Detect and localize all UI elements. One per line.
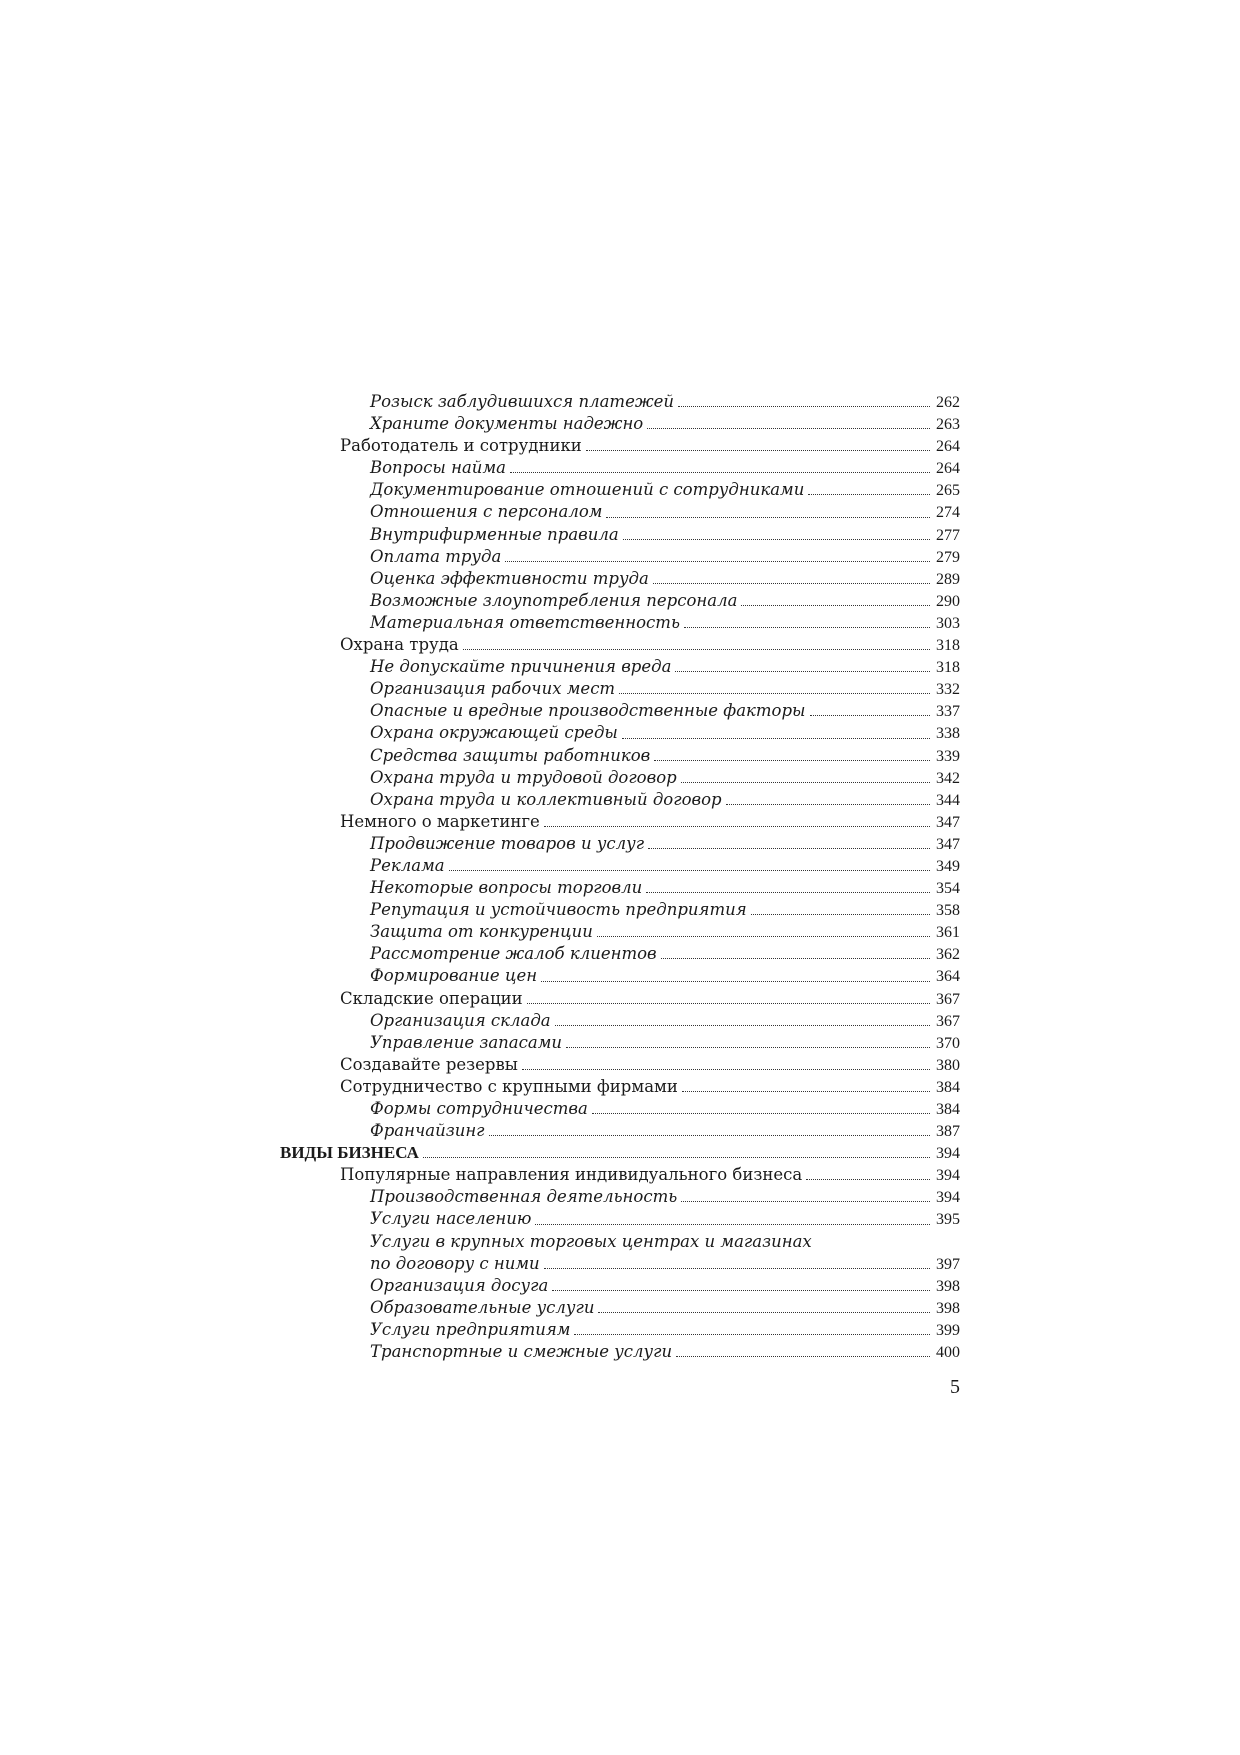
- toc-entry-title: Складские операции: [340, 988, 523, 1008]
- toc-entry-title: Организация рабочих мест: [370, 679, 616, 699]
- toc-subsection[interactable]: [280, 899, 960, 921]
- toc-entry-page: 394: [936, 1189, 960, 1207]
- toc-entry-page: 339: [936, 747, 960, 765]
- toc-subsection[interactable]: [280, 1010, 960, 1032]
- dot-leader: [606, 516, 930, 518]
- toc-entry-page: 347: [936, 813, 960, 831]
- dot-leader: [810, 714, 931, 716]
- toc-entry-page: 318: [936, 659, 960, 677]
- toc-entry-title: по договору с ними: [370, 1253, 540, 1273]
- toc-entry-title: ВИДЫ БИЗНЕСА: [280, 1143, 419, 1163]
- toc-entry-title: Материальная ответственность: [370, 612, 680, 632]
- toc-entry-page: 354: [936, 880, 960, 898]
- toc-subsection[interactable]: [280, 921, 960, 943]
- dot-leader: [586, 449, 930, 451]
- toc-entry-page: 370: [936, 1034, 960, 1052]
- toc-subsection[interactable]: [280, 479, 960, 501]
- table-of-contents: [280, 391, 960, 1363]
- toc-entry-title: Франчайзинг: [370, 1121, 485, 1141]
- toc-section[interactable]: [280, 988, 960, 1010]
- toc-entry-title: Услуги в крупных торговых центрах и магазинах: [370, 1231, 812, 1251]
- toc-entry-title: Услуги предприятиям: [370, 1319, 571, 1339]
- toc-entry-page: 318: [936, 637, 960, 655]
- toc-section[interactable]: [280, 1164, 960, 1186]
- toc-subsection[interactable]: [280, 413, 960, 435]
- toc-entry-page: 397: [936, 1255, 960, 1273]
- toc-entry-title: Сотрудничество с крупными фирмами: [340, 1076, 678, 1096]
- dot-leader: [544, 1267, 930, 1269]
- toc-entry-title: Организация склада: [370, 1010, 551, 1030]
- toc-entry-page: 400: [936, 1344, 960, 1362]
- dot-leader: [535, 1223, 930, 1225]
- dot-leader: [566, 1046, 930, 1048]
- toc-subsection[interactable]: [280, 855, 960, 877]
- dot-leader: [574, 1333, 930, 1335]
- toc-entry-title: Возможные злоупотребления персонала: [370, 590, 738, 610]
- toc-entry-title: Репутация и устойчивость предприятия: [370, 900, 747, 920]
- toc-entry-title: Документирование отношений с сотрудниками: [370, 480, 805, 500]
- toc-entry-page: 262: [936, 394, 960, 411]
- toc-subsection[interactable]: [280, 877, 960, 899]
- toc-subsection[interactable]: [280, 965, 960, 987]
- dot-leader: [597, 935, 930, 937]
- toc-entry-title: Немного о маркетинге: [340, 811, 540, 831]
- toc-entry-title: Охрана труда: [340, 635, 459, 655]
- toc-subsection[interactable]: [280, 656, 960, 678]
- toc-subsection[interactable]: [280, 1032, 960, 1054]
- toc-section[interactable]: [280, 1054, 960, 1076]
- toc-entry-page: 394: [936, 1145, 960, 1163]
- dot-leader: [675, 670, 930, 672]
- toc-entry-title: Храните документы надежно: [370, 414, 644, 434]
- toc-entry-title: Образовательные услуги: [370, 1297, 595, 1317]
- toc-entry-page: 264: [936, 460, 960, 478]
- toc-entry-page: 290: [936, 592, 960, 610]
- toc-entry-page: 289: [936, 570, 960, 588]
- dot-leader: [678, 405, 930, 407]
- toc-part[interactable]: [280, 1142, 960, 1164]
- toc-subsection[interactable]: [280, 546, 960, 568]
- dot-leader: [463, 648, 930, 650]
- toc-entry-page: 337: [936, 703, 960, 721]
- dot-leader: [653, 582, 930, 584]
- toc-entry-page: 263: [936, 416, 960, 434]
- toc-entry-title: Розыск заблудившихся платежей: [370, 392, 674, 411]
- toc-subsection[interactable]: [280, 457, 960, 479]
- toc-entry-title: Вопросы найма: [370, 458, 506, 478]
- toc-entry-title: Продвижение товаров и услуг: [370, 833, 645, 853]
- dot-leader: [555, 1024, 930, 1026]
- dot-leader: [676, 1355, 930, 1357]
- toc-subsection[interactable]: [280, 568, 960, 590]
- toc-entry-title: Охрана труда и трудовой договор: [370, 767, 677, 787]
- toc-entry-page: 361: [936, 924, 960, 942]
- toc-subsection[interactable]: [280, 943, 960, 965]
- dot-leader: [489, 1134, 930, 1136]
- dot-leader: [544, 825, 930, 827]
- dot-leader: [806, 1178, 930, 1180]
- dot-leader: [623, 538, 930, 540]
- dot-leader: [661, 957, 930, 959]
- toc-subsection[interactable]: [280, 1319, 960, 1341]
- toc-entry-page: 303: [936, 614, 960, 632]
- dot-leader: [726, 803, 930, 805]
- dot-leader: [505, 560, 930, 562]
- dot-leader: [751, 913, 930, 915]
- toc-entry-title: Рассмотрение жалоб клиентов: [370, 944, 657, 964]
- toc-entry-title: Создавайте резервы: [340, 1054, 518, 1074]
- toc-entry-page: 358: [936, 902, 960, 920]
- toc-entry-page: 362: [936, 946, 960, 964]
- toc-section[interactable]: [280, 634, 960, 656]
- toc-entry-title: Услуги населению: [370, 1209, 532, 1229]
- dot-leader: [598, 1311, 930, 1313]
- toc-entry-page: 367: [936, 1012, 960, 1030]
- toc-entry-page: 332: [936, 681, 960, 699]
- toc-entry-title: Работодатель и сотрудники: [340, 436, 582, 456]
- toc-entry-page: 347: [936, 835, 960, 853]
- dot-leader: [423, 1156, 930, 1158]
- toc-subsection[interactable]: [280, 1120, 960, 1142]
- toc-entry-page: 344: [936, 791, 960, 809]
- dot-leader: [522, 1068, 930, 1070]
- dot-leader: [552, 1289, 930, 1291]
- toc-entry-page: 394: [936, 1167, 960, 1185]
- toc-subsection[interactable]: [280, 1186, 960, 1208]
- dot-leader: [619, 692, 930, 694]
- toc-entry-page: 279: [936, 548, 960, 566]
- toc-subsection[interactable]: [280, 1231, 960, 1253]
- toc-entry-title: Производственная деятельность: [370, 1187, 678, 1207]
- toc-section[interactable]: [280, 811, 960, 833]
- toc-entry-page: 277: [936, 526, 960, 544]
- toc-subsection[interactable]: [280, 524, 960, 546]
- dot-leader: [808, 493, 930, 495]
- dot-leader: [682, 1090, 930, 1092]
- toc-entry-title: Формирование цен: [370, 966, 538, 986]
- toc-entry-page: 364: [936, 968, 960, 986]
- toc-entry-title: Транспортные и смежные услуги: [370, 1342, 673, 1362]
- dot-leader: [527, 1002, 930, 1004]
- toc-entry-page: 398: [936, 1277, 960, 1295]
- toc-subsection[interactable]: [280, 722, 960, 744]
- dot-leader: [648, 847, 930, 849]
- toc-entry-page: 367: [936, 990, 960, 1008]
- toc-subsection[interactable]: [280, 678, 960, 700]
- toc-subsection[interactable]: [280, 745, 960, 767]
- toc-entry-page: 384: [936, 1101, 960, 1118]
- toc-section[interactable]: [280, 435, 960, 457]
- toc-entry-title: Не допускайте причинения вреда: [370, 657, 672, 677]
- toc-entry-page: 265: [936, 482, 960, 500]
- dot-leader: [741, 604, 930, 606]
- toc-subsection[interactable]: [280, 612, 960, 634]
- page-number: 5: [950, 1376, 960, 1398]
- dot-leader: [681, 1200, 930, 1202]
- toc-subsection[interactable]: [280, 1341, 960, 1363]
- toc-subsection[interactable]: [280, 1253, 960, 1275]
- dot-leader: [646, 891, 930, 893]
- toc-subsection[interactable]: [280, 1275, 960, 1297]
- dot-leader: [449, 869, 930, 871]
- toc-subsection[interactable]: [280, 1098, 960, 1120]
- toc-entry-page: 380: [936, 1056, 960, 1074]
- toc-entry-title: Некоторые вопросы торговли: [370, 878, 643, 898]
- toc-entry-title: Охрана окружающей среды: [370, 723, 618, 743]
- toc-entry-page: 264: [936, 438, 960, 456]
- toc-subsection[interactable]: [280, 767, 960, 789]
- toc-entry-page: 274: [936, 504, 960, 522]
- toc-entry-page: 387: [936, 1123, 960, 1141]
- toc-entry-title: Охрана труда и коллективный договор: [370, 789, 722, 809]
- toc-entry-title: Внутрифирменные правила: [370, 524, 619, 544]
- dot-leader: [622, 737, 930, 739]
- toc-subsection[interactable]: [280, 833, 960, 855]
- toc-entry-title: Управление запасами: [370, 1032, 563, 1052]
- toc-entry-title: Средства защиты работников: [370, 745, 651, 765]
- dot-leader: [681, 781, 930, 783]
- toc-entry-title: Отношения с персоналом: [370, 502, 603, 522]
- toc-entry-page: 399: [936, 1321, 960, 1339]
- toc-subsection[interactable]: [280, 700, 960, 722]
- toc-subsection[interactable]: [280, 391, 960, 413]
- toc-entry-title: Популярные направления индивидуального бизнеса: [340, 1165, 803, 1185]
- toc-entry-title: Реклама: [370, 855, 445, 875]
- dot-leader: [654, 759, 930, 761]
- toc-entry-title: Организация досуга: [370, 1275, 549, 1295]
- toc-subsection[interactable]: [280, 789, 960, 811]
- toc-entry-title: Опасные и вредные производственные факторы: [370, 701, 806, 721]
- toc-subsection[interactable]: [280, 1297, 960, 1319]
- dot-leader: [684, 626, 930, 628]
- toc-entry-title: Защита от конкуренции: [370, 922, 593, 942]
- toc-subsection[interactable]: [280, 501, 960, 523]
- toc-entry-page: 342: [936, 769, 960, 787]
- dot-leader: [647, 427, 930, 429]
- toc-entry-page: 338: [936, 725, 960, 743]
- toc-section[interactable]: [280, 1076, 960, 1098]
- dot-leader: [592, 1112, 930, 1114]
- toc-entry-page: 398: [936, 1299, 960, 1317]
- toc-entry-page: 395: [936, 1211, 960, 1229]
- toc-subsection[interactable]: [280, 1208, 960, 1230]
- dot-leader: [510, 471, 930, 473]
- toc-entry-title: Оплата труда: [370, 546, 502, 566]
- toc-entry-page: 349: [936, 857, 960, 875]
- toc-entry-page: 384: [936, 1078, 960, 1096]
- toc-entry-title: Формы сотрудничества: [370, 1099, 588, 1118]
- toc-entry-title: Оценка эффективности труда: [370, 568, 649, 588]
- dot-leader: [541, 980, 930, 982]
- toc-subsection[interactable]: [280, 590, 960, 612]
